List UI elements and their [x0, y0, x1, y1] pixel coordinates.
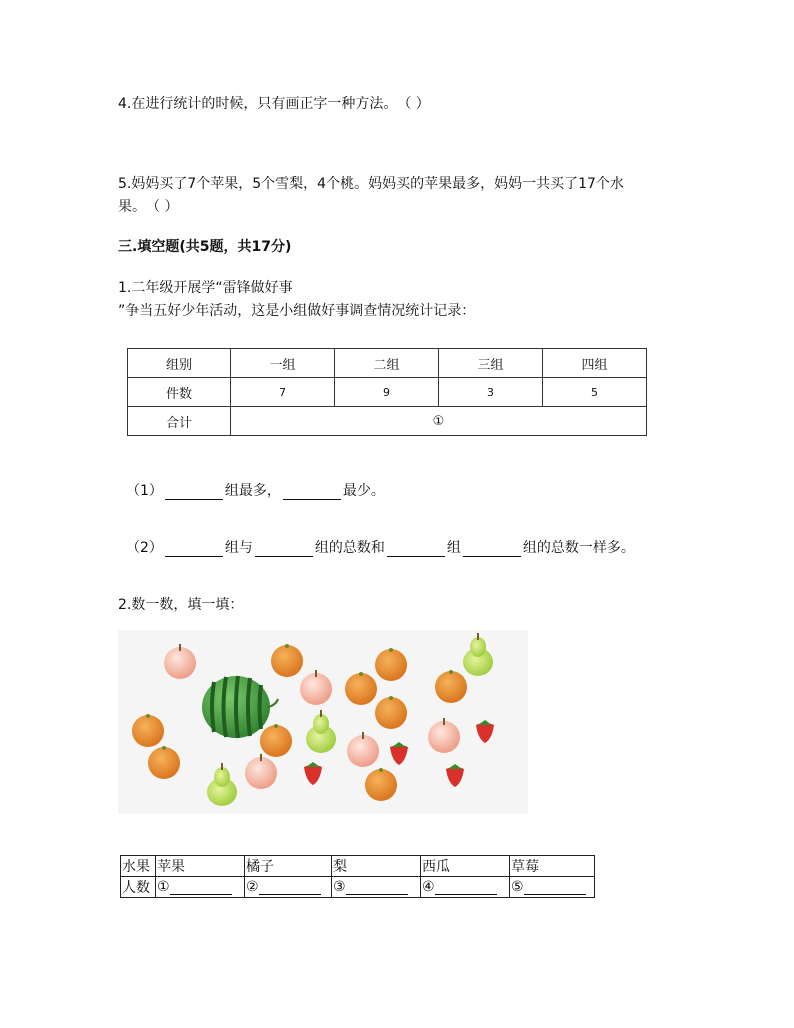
apple-icon [300, 670, 332, 705]
answer-blank[interactable] [387, 542, 445, 557]
sub-text: 组的总数和 [314, 540, 385, 556]
table-cell: 苹果 [156, 856, 245, 877]
answer-blank[interactable] [283, 485, 341, 500]
table-cell: 件数 [128, 378, 231, 407]
table-row [121, 856, 595, 877]
orange-icon [375, 648, 407, 681]
table-row [121, 877, 595, 898]
table-cell: 人数 [121, 877, 156, 898]
sub-text: 组 [446, 540, 461, 556]
fruit-illustration [118, 630, 528, 814]
table-cell: 7 [231, 378, 335, 407]
sub-text: 组的总数一样多。 [522, 540, 635, 556]
sub-question-2 [126, 537, 635, 557]
answer-blank[interactable] [346, 881, 408, 895]
table-cell: 5 [543, 378, 647, 407]
table-row [128, 378, 647, 407]
strawberry-icon [304, 762, 322, 785]
sub-text: 组与 [224, 540, 253, 556]
table-cell: 3 [439, 378, 543, 407]
apple-icon [164, 644, 196, 679]
orange-icon [365, 768, 397, 801]
apple-icon [347, 732, 379, 767]
answer-blank[interactable] [165, 485, 223, 500]
orange-icon [270, 642, 302, 674]
circled-number: ③ [333, 879, 346, 895]
table-cell [421, 877, 510, 898]
orange-icon [375, 696, 407, 729]
sub-text: 最少。 [342, 483, 385, 499]
question-4: 4.在进行统计的时候，只有画正字一种方法。 （ ） [118, 96, 430, 112]
strawberry-icon [476, 720, 494, 743]
question-5-line2: 果。 （ ） [118, 199, 179, 215]
fruit-count-table [120, 855, 595, 898]
circled-number: ① [157, 879, 170, 895]
pear-icon [207, 763, 237, 806]
table-cell: 梨 [332, 856, 421, 877]
fill-2-title: 2.数一数，填一填： [118, 597, 244, 613]
table-cell [156, 877, 245, 898]
table-row [128, 407, 647, 436]
table-cell: 一组 [231, 349, 335, 378]
question-5-line1: 5.妈妈买了7个苹果，5个雪梨，4个桃。妈妈买的苹果最多，妈妈一共买了17个水 [118, 176, 624, 192]
section-title: 三.填空题(共5题，共17分) [118, 239, 292, 255]
strawberry-icon [390, 742, 408, 765]
circled-number: ④ [422, 879, 435, 895]
answer-blank[interactable] [435, 881, 497, 895]
answer-blank[interactable] [170, 881, 232, 895]
table-cell: 三组 [439, 349, 543, 378]
fill-1-line2: ”争当五好少年活动，这是小组做好事调查情况统计记录： [118, 303, 476, 319]
sub-question-1 [126, 480, 385, 500]
orange-icon [132, 714, 164, 747]
table-cell [332, 877, 421, 898]
answer-blank[interactable] [463, 542, 521, 557]
fill-1-line1: 1.二年级开展学“雷锋做好事 [118, 280, 293, 296]
sub-text: 组最多， [224, 483, 281, 499]
circled-number: ② [246, 879, 259, 895]
apple-icon [428, 718, 460, 753]
table-cell: 橘子 [245, 856, 332, 877]
table-cell: 四组 [543, 349, 647, 378]
fruit-picture [118, 630, 528, 814]
orange-icon [435, 670, 467, 703]
table-cell: 二组 [335, 349, 439, 378]
pear-icon [463, 633, 493, 676]
orange-icon [148, 746, 180, 779]
good-deeds-table [127, 348, 647, 436]
table-cell [510, 877, 595, 898]
table-cell [245, 877, 332, 898]
answer-blank[interactable] [259, 881, 321, 895]
table-cell: 西瓜 [421, 856, 510, 877]
table-cell: ① [231, 407, 647, 436]
table-cell: 草莓 [510, 856, 595, 877]
table-cell: 组别 [128, 349, 231, 378]
table-cell: 水果 [121, 856, 156, 877]
answer-blank[interactable] [255, 542, 313, 557]
circled-number: ⑤ [511, 879, 524, 895]
sub-label: （2） [126, 540, 163, 556]
orange-icon [260, 724, 292, 757]
table-cell: 9 [335, 378, 439, 407]
answer-blank[interactable] [165, 542, 223, 557]
sub-label: （1） [126, 483, 163, 499]
table-cell: 合计 [128, 407, 231, 436]
pear-icon [306, 710, 336, 753]
table-row [128, 349, 647, 378]
orange-icon [345, 672, 377, 705]
strawberry-icon [446, 764, 464, 787]
apple-icon [245, 754, 277, 789]
answer-blank[interactable] [524, 881, 586, 895]
